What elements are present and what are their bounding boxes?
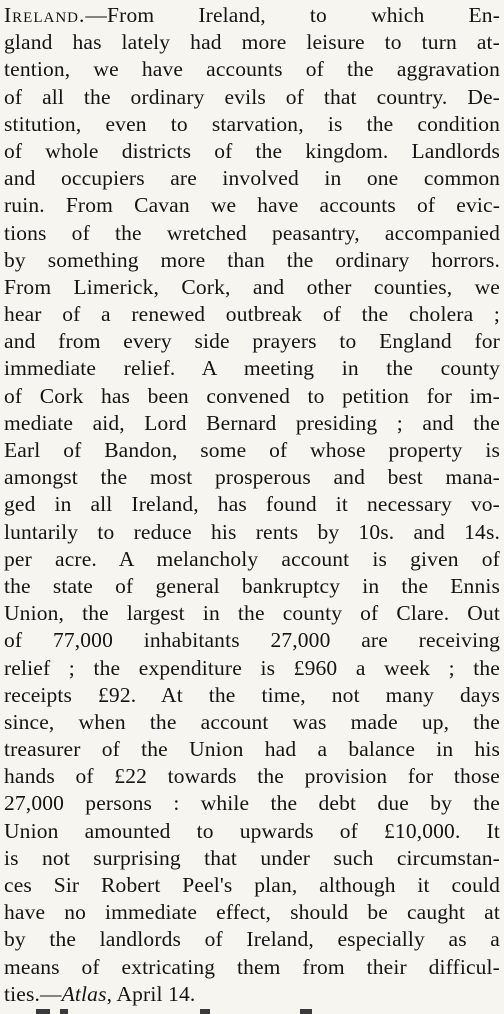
article-line: amongst the most prosperous and best mana- (4, 465, 500, 490)
article-line: mediate aid, Lord Bernard presiding ; and the (4, 410, 500, 435)
article-line: per acre. A melancholy account is given of (4, 546, 500, 571)
cutoff-glyph (300, 1009, 312, 1014)
next-line-cutoff (0, 1006, 504, 1014)
article-line: 27,000 persons : while the debt due by the (4, 791, 500, 816)
article-line: of 77,000 inhabitants 27,000 are receiving (4, 628, 500, 653)
article-line: From Limerick, Cork, and other counties, we (4, 274, 500, 299)
article-line: Union, the largest in the county of Clare. Out (4, 601, 500, 626)
article-line: treasurer of the Union had a balance in his (4, 737, 500, 762)
article-line: means of extricating them from their difficul- (4, 954, 500, 979)
article-line: have no immediate effect, should be caught at (4, 900, 500, 925)
article-line: luntarily to reduce his rents by 10s. and 14s. (4, 519, 500, 544)
cutoff-glyph (60, 1009, 68, 1014)
article-line: by something more than the ordinary horrors. (4, 247, 500, 272)
article-line: by the landlords of Ireland, especially as a (4, 927, 500, 952)
article-heading: Ireland. (4, 3, 86, 27)
cutoff-glyph (200, 1009, 210, 1014)
article-line: Union amounted to upwards of £10,000. It (4, 818, 500, 843)
final-line-start: ties.— (4, 981, 62, 1006)
article-line-1-text: —From Ireland, to which En- (85, 3, 500, 27)
article-line: the state of general bankruptcy in the Ennis (4, 573, 500, 598)
article-line: stitution, even to starvation, is the condition (4, 111, 500, 136)
article-line: is not surprising that under such circumstan- (4, 845, 500, 870)
article-line: and from every side prayers to England for (4, 329, 500, 354)
source-name: Atlas (61, 981, 107, 1006)
article-final-line (4, 981, 500, 1008)
article-line: and occupiers are involved in one common (4, 166, 500, 191)
article-line: since, when the account was made up, the (4, 709, 500, 734)
article-line: tention, we have accounts of the aggravation (4, 57, 500, 82)
article-line: hear of a renewed outbreak of the cholera ; (4, 302, 500, 327)
article-line: ces Sir Robert Peel's plan, although it could (4, 873, 500, 897)
article-line: Earl of Bandon, some of whose property is (4, 438, 500, 462)
article-line-1 (4, 2, 500, 29)
cutoff-glyph (36, 1009, 50, 1014)
article-line: hands of £22 towards the provision for those (4, 764, 500, 789)
article-line: of all the ordinary evils of that country. De- (4, 84, 500, 109)
article-line: of Cork has been convened to petition for im- (4, 383, 500, 408)
source-date: , April 14. (106, 981, 196, 1006)
newspaper-column (4, 2, 500, 1008)
article-line: receipts £92. At the time, not many days (4, 682, 500, 707)
article-line: of whole districts of the kingdom. Landlords (4, 138, 500, 163)
article-line: ged in all Ireland, has found it necessary vo- (4, 492, 500, 517)
article-line: relief ; the expenditure is £960 a week ; the (4, 655, 500, 680)
article-line: ruin. From Cavan we have accounts of evic- (4, 193, 500, 218)
article-line: gland has lately had more leisure to turn at- (4, 30, 500, 55)
article-line: tions of the wretched peasantry, accompanied (4, 220, 500, 245)
article-line: immediate relief. A meeting in the county (4, 356, 500, 381)
